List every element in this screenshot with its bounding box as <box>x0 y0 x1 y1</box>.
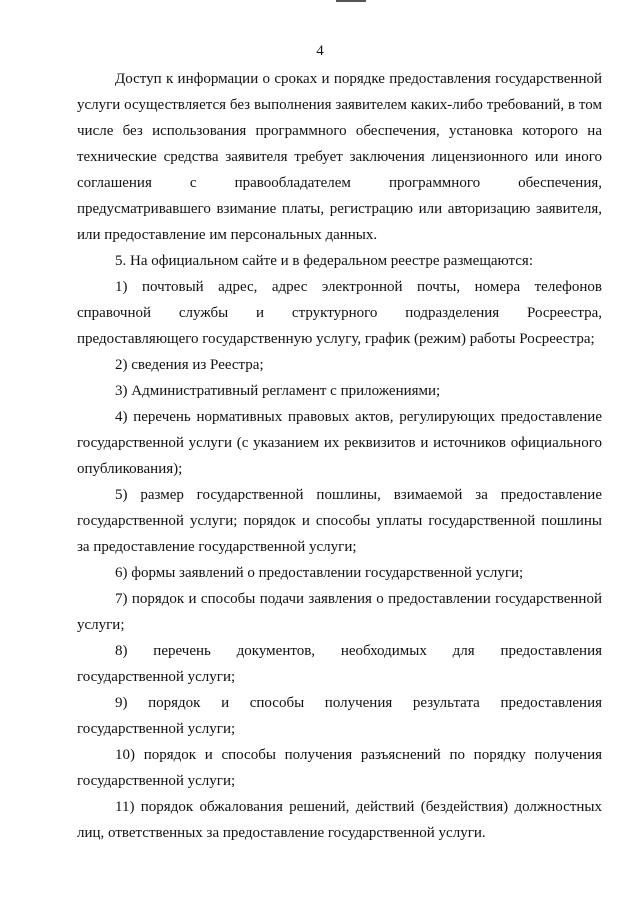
list-item-5: 5) размер государственной пошлины, взимаемой за предоставление государственной услуги; порядок и способы уплаты государственной пошлины за предоставление государственной услуги; <box>77 487 602 555</box>
list-item-7: 7) порядок и способы подачи заявления о предоставлении государственной услуги; <box>77 591 602 633</box>
list-item-6: 6) формы заявлений о предоставлении государственной услуги; <box>115 565 524 581</box>
list-item-3: 3) Административный регламент с приложениями; <box>115 383 441 399</box>
paragraph-access-info: Доступ к информации о сроках и порядке предоставления государственной услуги осуществляется без выполнения заявителем каких-либо требований, в том числе без использования программного обеспечения, установка которого на технические средства заявителя требует заключения лицензионного или иного соглашения с правообладателем программного обеспечения, предусматривавшего взимание платы, регистрацию или авторизацию заявителя, или предоставление им персональных данных. <box>77 71 602 243</box>
scan-mark <box>336 0 366 2</box>
paragraph-item-5-heading: 5. На официальном сайте и в федеральном реестре размещаются: <box>115 253 534 269</box>
list-item-11: 11) порядок обжалования решений, действий (бездействия) должностных лиц, ответственных за предоставление государственной услуги. <box>77 799 602 841</box>
document-body <box>77 66 602 846</box>
list-item-8: 8) перечень документов, необходимых для предоставления государственной услуги; <box>77 643 602 685</box>
list-item-2: 2) сведения из Реестра; <box>115 357 264 373</box>
list-item-4: 4) перечень нормативных правовых актов, регулирующих предоставление государственной услуги (с указанием их реквизитов и источников официального опубликования); <box>77 409 602 477</box>
list-item-10: 10) порядок и способы получения разъяснений по порядку получения государственной услуги; <box>77 747 602 789</box>
page-number: 4 <box>316 43 324 59</box>
list-item-9: 9) порядок и способы получения результата предоставления государственной услуги; <box>77 695 602 737</box>
list-item-1: 1) почтовый адрес, адрес электронной почты, номера телефонов справочной службы и структурного подразделения Росреестра, предоставляющего государственную услугу, график (режим) работы Росреестра; <box>77 279 602 347</box>
